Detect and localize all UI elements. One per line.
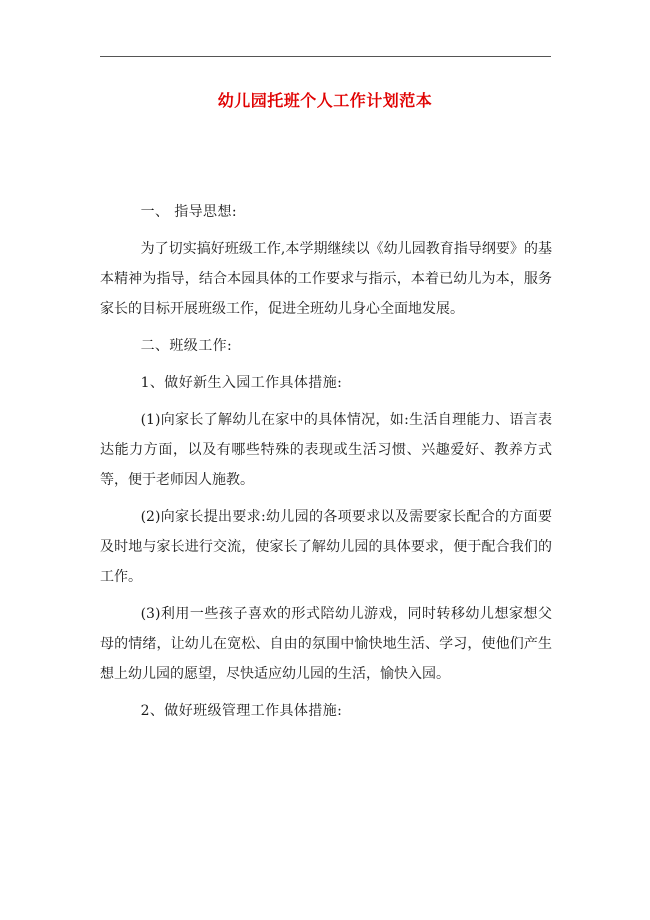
paragraph-item-1: (1)向家长了解幼儿在家中的具体情况，如:生活自理能力、语言表达能力方面，以及有哪些特殊的表现或生活习惯、兴趣爱好、教养方式等，便于老师因人施教。 (100, 412, 552, 488)
paragraph-item-3: (3)利用一些孩子喜欢的形式陪幼儿游戏，同时转移幼儿想家想父母的情绪，让幼儿在宽松、自由的氛围中愉快地生活、学习，使他们产生想上幼儿园的愿望，尽快适应幼儿园的生活，愉快入园。 (100, 606, 552, 682)
header-rule (100, 56, 551, 57)
subheading-class-management: 2、做好班级管理工作具体措施: (140, 703, 343, 719)
document-title: 幼儿园托班个人工作计划范本 (217, 91, 433, 110)
section-heading-class-work: 二、班级工作: (140, 338, 233, 354)
section-heading-guiding-thought: 一、 指导思想: (140, 204, 237, 220)
subheading-new-student-enrollment: 1、做好新生入园工作具体措施: (140, 375, 343, 391)
document-body (100, 197, 552, 733)
paragraph-guiding-thought: 为了切实搞好班级工作,本学期继续以《幼儿园教育指导纲要》的基本精神为指导，结合本园具体的工作要求与指示，本着已幼儿为本，服务家长的目标开展班级工作，促进全班幼儿身心全面地发展。 (100, 241, 552, 317)
paragraph-item-2: (2)向家长提出要求:幼儿园的各项要求以及需要家长配合的方面要及时地与家长进行交流，使家长了解幼儿园的具体要求，便于配合我们的工作。 (100, 509, 552, 585)
